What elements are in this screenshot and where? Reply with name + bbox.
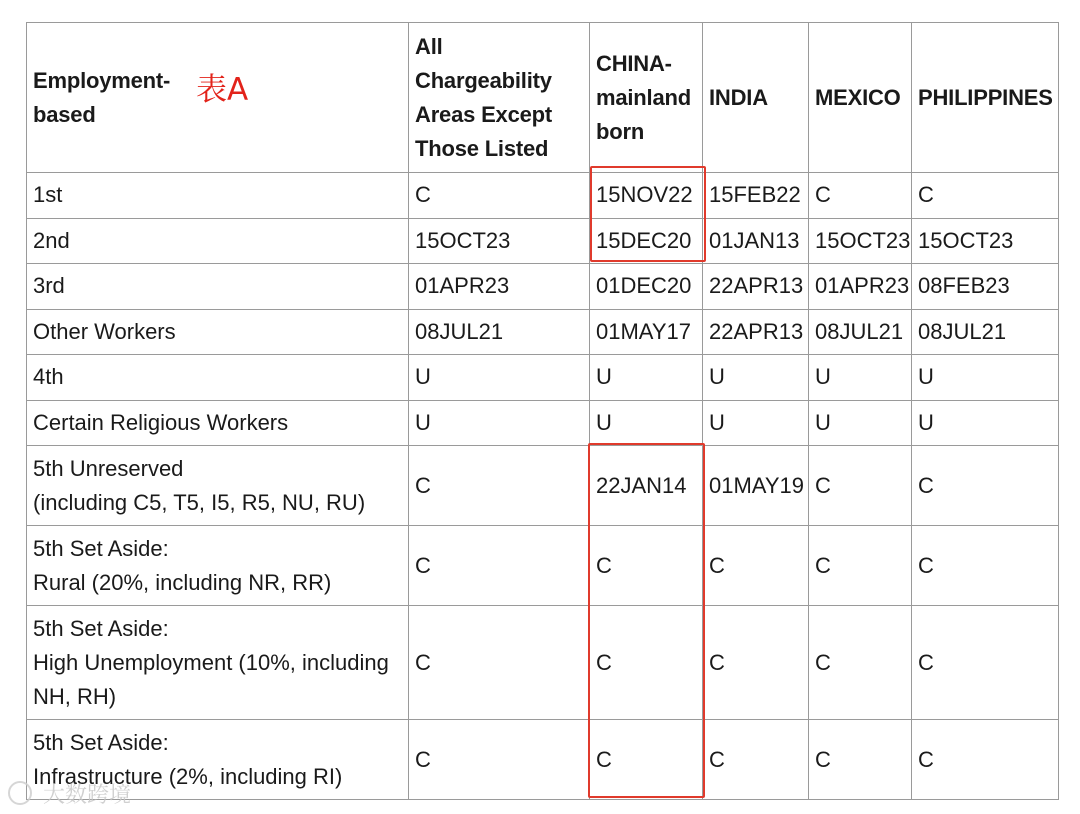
header-line: CHINA- [596,50,672,76]
cell-philippines: 08JUL21 [912,309,1059,355]
header-line: mainland [596,84,691,110]
row-label [27,606,409,720]
header-china [590,23,703,173]
cell-all-chargeability: 15OCT23 [409,218,590,264]
annotation-label: 表A [196,72,249,108]
cell-mexico: C [809,720,912,800]
table-row [27,400,1059,446]
cell-india: C [703,720,809,800]
header-all-chargeability [409,23,590,173]
row-label [27,355,409,401]
row-label-line: 5th Set Aside: [33,535,169,561]
row-label-line: 5th Set Aside: [33,729,169,755]
header-line: All [415,33,443,59]
cell-china: 15NOV22 [590,173,703,219]
cell-all-chargeability: 08JUL21 [409,309,590,355]
row-label-line: 2nd [33,227,70,253]
table-row [27,446,1059,526]
cell-all-chargeability: C [409,606,590,720]
cell-mexico: U [809,400,912,446]
row-label-line: 5th Set Aside: [33,615,169,641]
row-label [27,264,409,310]
table-row [27,720,1059,800]
cell-india: 22APR13 [703,264,809,310]
row-label-line: 4th [33,364,64,390]
cell-china: C [590,606,703,720]
row-label [27,309,409,355]
cell-india: C [703,526,809,606]
cell-all-chargeability: C [409,446,590,526]
row-label-line: Other Workers [33,318,176,344]
table-row [27,526,1059,606]
cell-mexico: C [809,526,912,606]
cell-india: 15FEB22 [703,173,809,219]
header-line: MEXICO [815,84,901,110]
row-label-line: Certain Religious Workers [33,409,289,435]
row-label-line: 3rd [33,273,65,299]
row-label [27,400,409,446]
cell-all-chargeability: U [409,355,590,401]
cell-all-chargeability: C [409,720,590,800]
cell-mexico: 08JUL21 [809,309,912,355]
visa-bulletin-table [26,22,1059,800]
watermark-text: 大数跨境 [43,783,132,808]
cell-philippines: 08FEB23 [912,264,1059,310]
cell-mexico: 15OCT23 [809,218,912,264]
watermark-logo-icon [8,781,32,805]
cell-all-chargeability: C [409,173,590,219]
header-row [27,23,1059,173]
cell-china: U [590,400,703,446]
cell-mexico: C [809,173,912,219]
row-label [27,218,409,264]
row-label-line: 1st [33,182,63,208]
watermark [8,778,131,809]
cell-china: 01DEC20 [590,264,703,310]
cell-philippines: U [912,355,1059,401]
row-label-line: (including C5, T5, I5, R5, NU, RU) [33,489,366,515]
cell-china: 01MAY17 [590,309,703,355]
table-row [27,264,1059,310]
row-label-line: NH, RH) [33,683,117,709]
header-line: Those Listed [415,135,549,161]
cell-india: 01JAN13 [703,218,809,264]
cell-china: U [590,355,703,401]
cell-all-chargeability: C [409,526,590,606]
table-row [27,355,1059,401]
cell-india: U [703,400,809,446]
header-philippines [912,23,1059,173]
table-row [27,606,1059,720]
table-row [27,173,1059,219]
cell-mexico: C [809,446,912,526]
cell-india: 01MAY19 [703,446,809,526]
row-label [27,446,409,526]
cell-india: 22APR13 [703,309,809,355]
cell-philippines: C [912,526,1059,606]
cell-mexico: 01APR23 [809,264,912,310]
table-row [27,218,1059,264]
header-line: based [33,101,96,127]
cell-all-chargeability: U [409,400,590,446]
cell-philippines: 15OCT23 [912,218,1059,264]
table-row [27,309,1059,355]
header-line: Chargeability [415,67,552,93]
header-india [703,23,809,173]
row-label-line: Infrastructure (2%, including RI) [33,763,343,789]
cell-mexico: C [809,606,912,720]
cell-china: 22JAN14 [590,446,703,526]
cell-philippines: C [912,173,1059,219]
header-line: born [596,118,645,144]
header-line: INDIA [709,84,768,110]
cell-philippines: C [912,446,1059,526]
row-label-line: Rural (20%, including NR, RR) [33,569,332,595]
cell-china: C [590,526,703,606]
header-line: Employment- [33,67,171,93]
cell-china: 15DEC20 [590,218,703,264]
row-label [27,173,409,219]
table-body [27,173,1059,800]
cell-india: C [703,606,809,720]
cell-china: C [590,720,703,800]
row-label-line: 5th Unreserved [33,455,184,481]
cell-philippines: C [912,606,1059,720]
header-mexico [809,23,912,173]
row-label-line: High Unemployment (10%, including [33,649,389,675]
cell-mexico: U [809,355,912,401]
header-line: PHILIPPINES [918,84,1053,110]
row-label [27,526,409,606]
cell-india: U [703,355,809,401]
cell-philippines: U [912,400,1059,446]
cell-philippines: C [912,720,1059,800]
header-line: Areas Except [415,101,553,127]
cell-all-chargeability: 01APR23 [409,264,590,310]
